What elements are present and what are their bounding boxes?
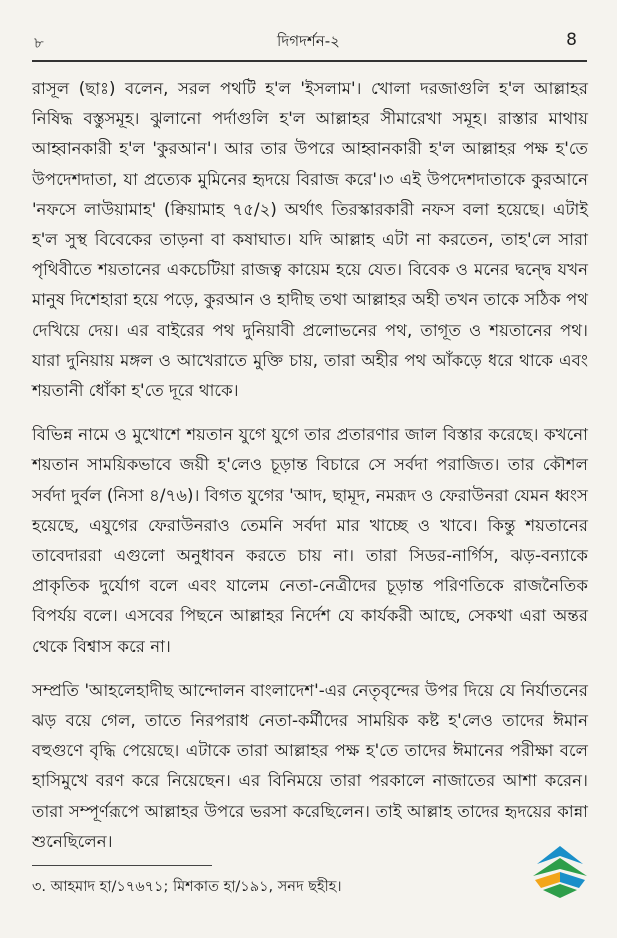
footnote-rule — [32, 865, 212, 866]
page-header — [0, 0, 617, 66]
header-left-mark: ৮ — [34, 34, 44, 52]
publisher-logo-icon — [525, 842, 595, 902]
paragraph-2: বিভিন্ন নামে ও মুখোশে শয়তান যুগে যুগে তার প্রতারণার জাল বিস্তার করেছে। কখনো শয়তান সাময়িকভাবে জয়ী হ'লেও চূড়ান্ত বিচারে সে সর্বদা পরাজিত। তার কৌশল সর্বদা দুর্বল (নিসা ৪/৭৬)। বিগত যুগের 'আদ, ছামূদ, নমরূদ ও ফেরাউনরা যেমন ধ্বংস হয়েছে, এযুগের ফেরাউনরাও তেমনি সর্বদা মার খাচ্ছে ও খাবে। কিন্তু শয়তানের তাবেদাররা এগুলো অনুধাবন করতে চায় না। তারা সিডর-নার্গিস, ঝড়-বন্যাকে প্রাকৃতিক দুর্যোগ বলে এবং যালেম নেতা-নেত্রীদের চূড়ান্ত পরিণতিকে রাজনৈতিক বিপর্যয় বলে। এসবের পিছনে আল্লাহর নির্দেশ যে কার্যকরী আছে, সেকথা এরা অন্তর থেকে বিশ্বাস করে না। — [32, 425, 588, 656]
page-number: 8 — [566, 30, 577, 50]
body-text — [32, 74, 588, 871]
running-title: দিগদর্শন-২ — [277, 32, 340, 50]
header-rule — [32, 60, 587, 62]
paragraph-3: সম্প্রতি 'আহলেহাদীছ আন্দোলন বাংলাদেশ'-এর নেতৃবৃন্দের উপর দিয়ে যে নির্যাতনের ঝড় বয়ে গেল, তাতে নিরপরাধ নেতা-কর্মীদের সাময়িক কষ্ট হ'লেও তাদের ঈমান বহুগুণে বৃদ্ধি পেয়েছে। এটাকে তারা আল্লাহর পক্ষ হ'তে তাদের ঈমানের পরীক্ষা বলে হাসিমুখে বরণ করে নিয়েছেন। এর বিনিময়ে তারা পরকালে নাজাতের আশা করেন। তারা সম্পূর্ণরূপে আল্লাহর উপরে ভরসা করেছিলেন। তাই আল্লাহ তাদের হৃদয়ের কান্না শুনেছিলেন। — [32, 680, 588, 851]
footnote: ৩. আহমাদ হা/১৭৬৭১; মিশকাত হা/১৯১, সনদ ছহীহ। — [32, 879, 342, 895]
paragraph-1: রাসূল (ছাঃ) বলেন, সরল পথটি হ'ল 'ইসলাম'। খোলা দরজাগুলি হ'ল আল্লাহর নিষিদ্ধ বস্তুসমূহ। ঝুলানো পর্দাগুলি হ'ল আল্লাহর সীমারেখা সমূহ। রাস্তার মাথায় আহ্বানকারী হ'ল 'কুরআন'। আর তার উপরে আহ্বানকারী হ'ল আল্লাহর পক্ষ হ'তে উপদেশদাতা, যা প্রত্যেক মুমিনের হৃদয়ে বিরাজ করে'।৩ এই উপদেশদাতাকে কুরআনে 'নফসে লাউয়ামাহ' (ক্বিয়ামাহ ৭৫/২) অর্থাৎ তিরস্কারকারী নফস বলা হয়েছে। এটাই হ'ল সুস্থ বিবেকের তাড়না বা কষাঘাত। যদি আল্লাহ এটা না করতেন, তাহ'লে সারা পৃথিবীতে শয়তানের একচেটিয়া রাজত্ব কায়েম হয়ে যেত। বিবেক ও মনের দ্বন্দ্বে যখন মানুষ দিশেহারা হয়ে পড়ে, কুরআন ও হাদীছ তথা আল্লাহর অহী তখন তাকে সঠিক পথ দেখিয়ে দেয়। এর বাইরের পথ দুনিয়াবী প্রলোভনের পথ, তাগূত ও শয়তানের পথ। যারা দুনিয়ায় মঙ্গল ও আখেরাতে মুক্তি চায়, তারা অহীর পথ আঁকড়ে ধরে থাকে এবং শয়তানী ধোঁকা হ'তে দূরে থাকে। — [32, 79, 588, 401]
